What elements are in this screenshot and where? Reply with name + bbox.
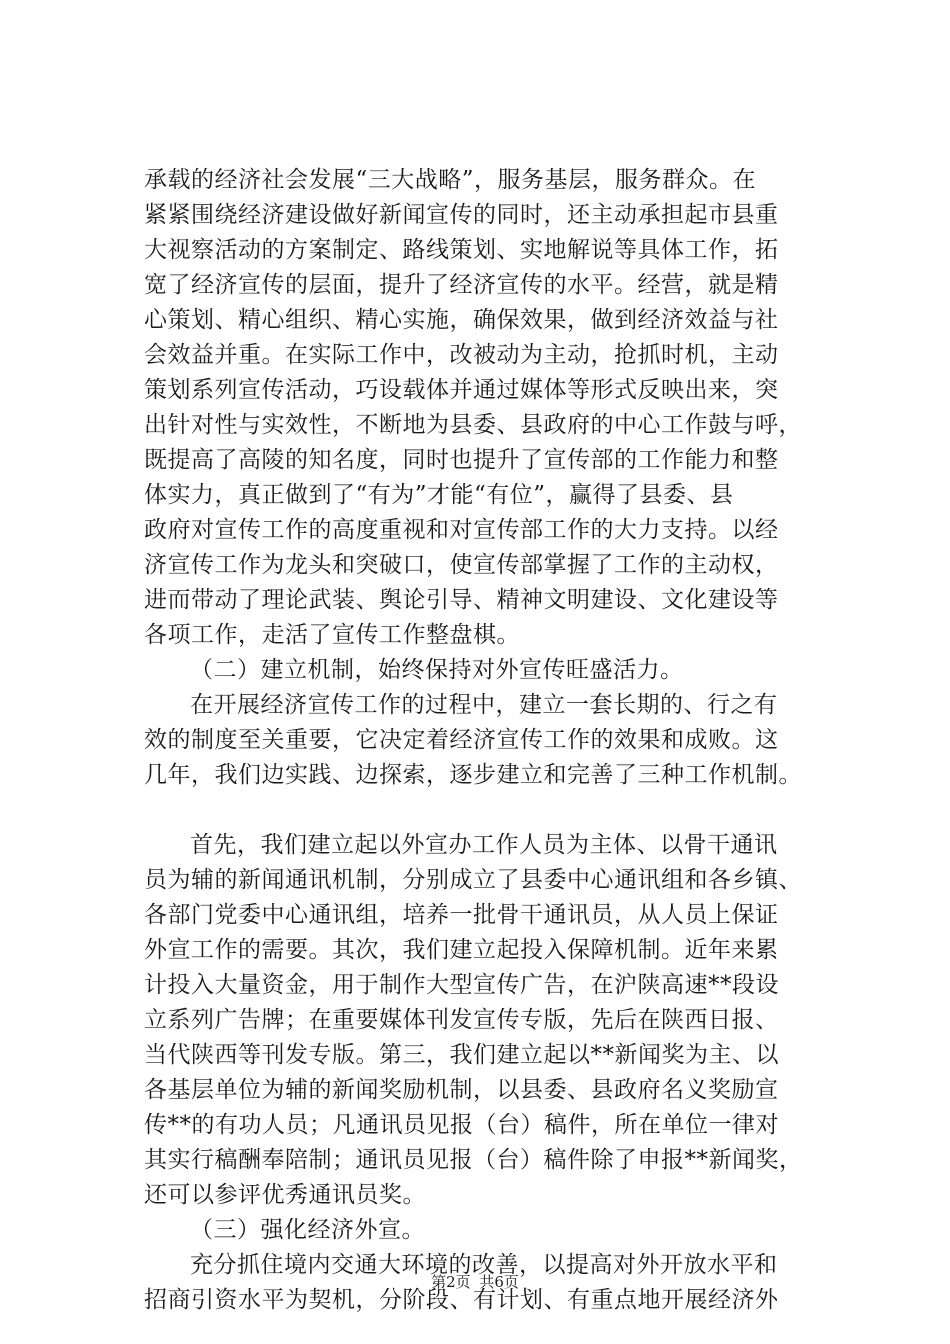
text-line: 各部门党委中心通讯组，培养一批骨干通讯员，从人员上保证 [144, 902, 779, 928]
text-line: 立系列广告牌；在重要媒体刊发宣传专版，先后在陕西日报、 [144, 1007, 779, 1033]
page-total: 共6页 [479, 1273, 519, 1291]
text-line: 外宣工作的需要。其次，我们建立起投入保障机制。近年来累 [144, 937, 779, 963]
paragraph-gap [144, 793, 844, 828]
text-line: 出针对性与实效性，不断地为县委、县政府的中心工作鼓与呼， [144, 412, 802, 438]
paragraph-p2 [144, 688, 844, 793]
text-line: 紧紧围绕经济建设做好新闻宣传的同时，还主动承担起市县重 [144, 202, 779, 228]
text-line: 传**的有功人员；凡通讯员见报（台）稿件，所在单位一律对 [144, 1112, 779, 1138]
text-line: 几年，我们边实践、边探索，逐步建立和完善了三种工作机制。 [144, 762, 802, 788]
page-footer [0, 1272, 950, 1292]
text-line: （三）强化经济外宣。 [190, 1217, 425, 1243]
text-line: 在开展经济宣传工作的过程中，建立一套长期的、行之有 [190, 692, 778, 718]
text-line: 员为辅的新闻通讯机制，分别成立了县委中心通讯组和各乡镇、 [144, 867, 802, 893]
text-line: 还可以参评优秀通讯员奖。 [144, 1182, 426, 1208]
text-line: 宽了经济宣传的层面，提升了经济宣传的水平。经营，就是精 [144, 272, 779, 298]
text-line: 既提高了高陵的知名度，同时也提升了宣传部的工作能力和整 [144, 447, 779, 473]
text-line: 效的制度至关重要，它决定着经济宣传工作的效果和成败。这 [144, 727, 779, 753]
text-line: 体实力，真正做到了“有为”才能“有位”，赢得了县委、县 [144, 482, 734, 508]
text-line: 首先，我们建立起以外宣办工作人员为主体、以骨干通讯 [190, 832, 778, 858]
text-line: 计投入大量资金，用于制作大型宣传广告，在沪陕高速**段设 [144, 972, 779, 998]
text-line: 策划系列宣传活动，巧设载体并通过媒体等形式反映出来，突 [144, 377, 779, 403]
section-heading-h2 [144, 653, 844, 688]
text-line: 会效益并重。在实际工作中，改被动为主动，抢抓时机，主动 [144, 342, 779, 368]
text-line: 承载的经济社会发展“三大战略”，服务基层，服务群众。在 [144, 167, 757, 193]
text-line: 政府对宣传工作的高度重视和对宣传部工作的大力支持。以经 [144, 517, 779, 543]
text-line: 充分抓住境内交通大环境的改善，以提高对外开放水平和 [190, 1252, 778, 1278]
text-line: 招商引资水平为契机，分阶段、有计划、有重点地开展经济外 [144, 1287, 779, 1313]
text-line: 其实行稿酬奉陪制；通讯员见报（台）稿件除了申报**新闻奖， [144, 1147, 803, 1173]
text-line: 进而带动了理论武装、舆论引导、精神文明建设、文化建设等 [144, 587, 779, 613]
text-line: 当代陕西等刊发专版。第三，我们建立起以**新闻奖为主、以 [144, 1042, 779, 1068]
text-line: 各项工作，走活了宣传工作整盘棋。 [144, 622, 520, 648]
paragraph-p3 [144, 828, 844, 1213]
page-number: 第2页 [431, 1273, 471, 1291]
text-line: 各基层单位为辅的新闻奖励机制，以县委、县政府名义奖励宣 [144, 1077, 779, 1103]
section-heading-h3 [144, 1213, 844, 1248]
document-body [144, 163, 844, 1318]
text-line: （二）建立机制，始终保持对外宣传旺盛活力。 [190, 657, 684, 683]
paragraph-p1 [144, 163, 844, 653]
text-line: 心策划、精心组织、精心实施，确保效果，做到经济效益与社 [144, 307, 779, 333]
text-line: 济宣传工作为龙头和突破口，使宣传部掌握了工作的主动权， [144, 552, 779, 578]
text-line: 大视察活动的方案制定、路线策划、实地解说等具体工作，拓 [144, 237, 779, 263]
